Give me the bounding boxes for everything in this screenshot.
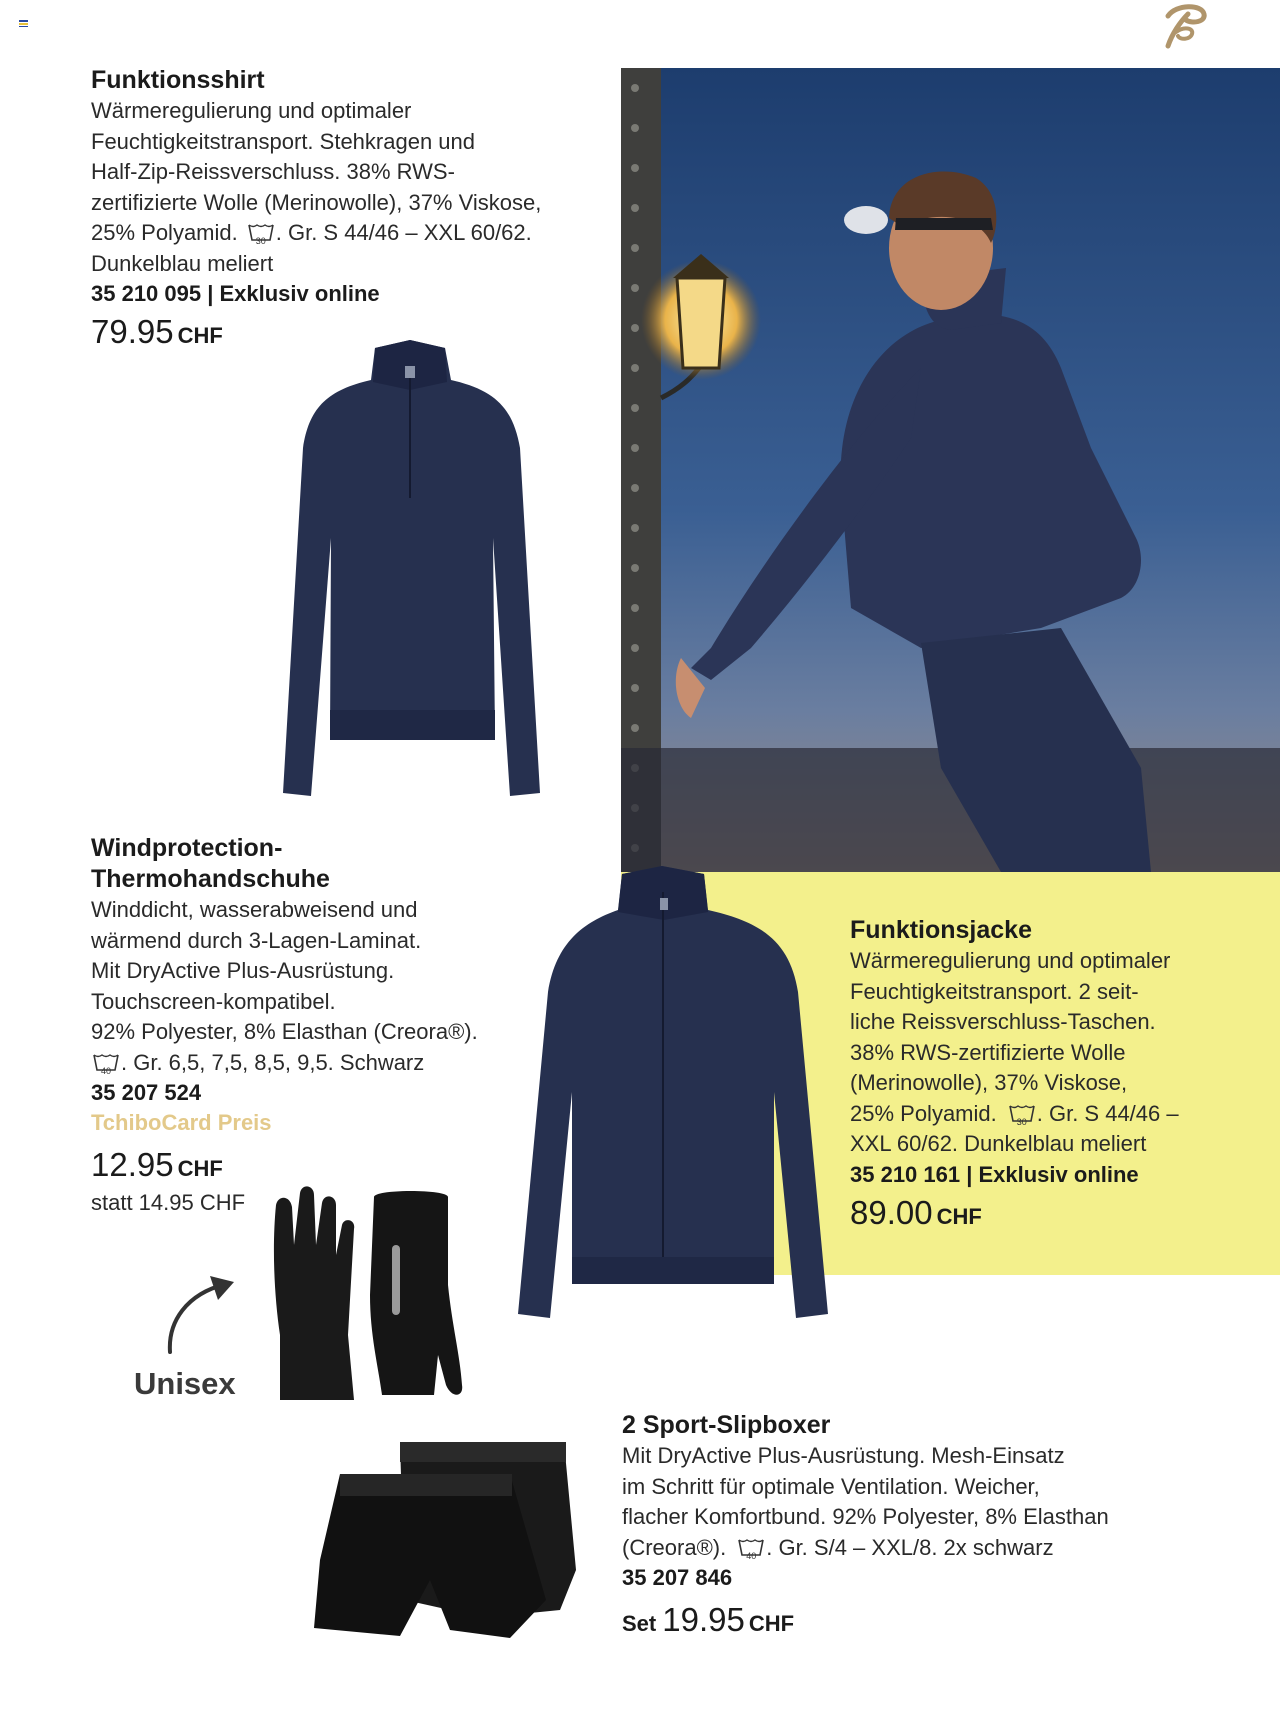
shirt-desc-line: Dunkelblau meliert <box>91 250 274 276</box>
shirt-desc-line: Half-Zip-Reissverschluss. 38% RWS- <box>91 159 455 184</box>
model-photo <box>621 68 1280 872</box>
unisex-arrow-icon <box>160 1272 240 1354</box>
jacket-description <box>850 946 1270 1160</box>
shirt-desc-line: zertifizierte Wolle (Merinowolle), 37% Viskose, <box>91 189 542 215</box>
jacket-desc-line: XXL 60/62. Dunkelblau meliert <box>850 1131 1147 1156</box>
gloves-old-price: statt 14.95 CHF <box>91 1190 246 1215</box>
jacket-price: 89.00 CHF <box>850 1193 982 1231</box>
gloves-price: 12.95 CHF <box>91 1146 223 1183</box>
unisex-label: Unisex <box>134 1366 236 1401</box>
gloves-desc-line: Mit DryActive Plus-Ausrüstung. <box>91 958 395 983</box>
boxer-section <box>622 1410 1222 1643</box>
jacket-desc-line: liche Reissverschluss-Taschen. <box>850 1009 1156 1034</box>
boxer-desc-line: Mit DryActive Plus-Ausrüstung. Mesh-Einsatz <box>622 1443 1065 1468</box>
boxer-price: Set 19.95 CHF <box>622 1601 795 1638</box>
tchibocard-label: TchiboCard Preis <box>91 1110 272 1135</box>
shirt-description <box>91 96 631 279</box>
boxer-desc-line: (Creora®). 40 . Gr. S/4 – XXL/8. 2x schwarz <box>622 1534 1054 1561</box>
shirt-desc-line: Wärmeregulierung und optimaler <box>91 98 412 123</box>
boxer-desc-line: im Schritt für optimale Ventilation. Weicher, <box>622 1473 1040 1499</box>
jacket-desc-line: (Merinowolle), 37% Viskose, <box>850 1070 1128 1095</box>
boxer-article: 35 207 846 <box>622 1565 733 1590</box>
boxer-description <box>622 1441 1222 1563</box>
jacket-desc-line: Feuchtigkeitstransport. 2 seit- <box>850 978 1139 1004</box>
shirt-title: Funktionsshirt <box>91 66 265 94</box>
shirt-price: 79.95 CHF <box>91 313 223 350</box>
shirt-product-image <box>255 338 565 803</box>
gloves-title <box>91 833 571 895</box>
wash-30-icon: 30 <box>1009 1103 1035 1123</box>
boxer-product-image <box>310 1440 595 1640</box>
flag-icon <box>19 20 28 27</box>
jacket-desc-line: 38% RWS-zertifizierte Wolle <box>850 1039 1126 1065</box>
gloves-title-line: Thermohandschuhe <box>91 865 330 893</box>
gloves-description <box>91 895 571 1078</box>
boxer-desc-line: flacher Komfortbund. 92% Polyester, 8% Elasthan <box>622 1504 1109 1529</box>
gloves-desc-line: wärmend durch 3-Lagen-Laminat. <box>91 927 422 953</box>
wash-30-icon: 30 <box>248 222 274 242</box>
shirt-article: 35 210 095 | Exklusiv online <box>91 281 380 306</box>
gloves-desc-line: 92% Polyester, 8% Elasthan (Creora®). <box>91 1019 478 1044</box>
gloves-product-image <box>270 1185 470 1410</box>
shirt-desc-line: Feuchtigkeitstransport. Stehkragen und <box>91 128 476 154</box>
gloves-article: 35 207 524 <box>91 1080 202 1105</box>
boxer-title: 2 Sport-Slipboxer <box>622 1411 831 1439</box>
wash-40-icon: 40 <box>93 1052 119 1072</box>
jacket-title: Funktionsjacke <box>850 916 1032 944</box>
jacket-desc-line: 25% Polyamid. 30 . Gr. S 44/46 – <box>850 1100 1179 1127</box>
jacket-section <box>850 915 1270 1236</box>
gloves-desc-line: 40 . Gr. 6,5, 7,5, 8,5, 9,5. Schwarz <box>91 1048 571 1079</box>
shirt-section <box>91 65 631 355</box>
tchibo-logo-icon <box>1158 2 1210 52</box>
jacket-desc-line: Wärmeregulierung und optimaler <box>850 948 1171 973</box>
gloves-title-line: Windprotection- <box>91 834 283 862</box>
shirt-desc-line: 25% Polyamid. 30 . Gr. S 44/46 – XXL 60/62. <box>91 220 532 246</box>
wash-40-icon: 40 <box>738 1537 764 1557</box>
gloves-desc-line: Touchscreen-kompatibel. <box>91 988 336 1014</box>
gloves-desc-line: Winddicht, wasserabweisend und <box>91 897 418 922</box>
jacket-article: 35 210 161 | Exklusiv online <box>850 1161 1139 1187</box>
gloves-section <box>91 833 571 1219</box>
